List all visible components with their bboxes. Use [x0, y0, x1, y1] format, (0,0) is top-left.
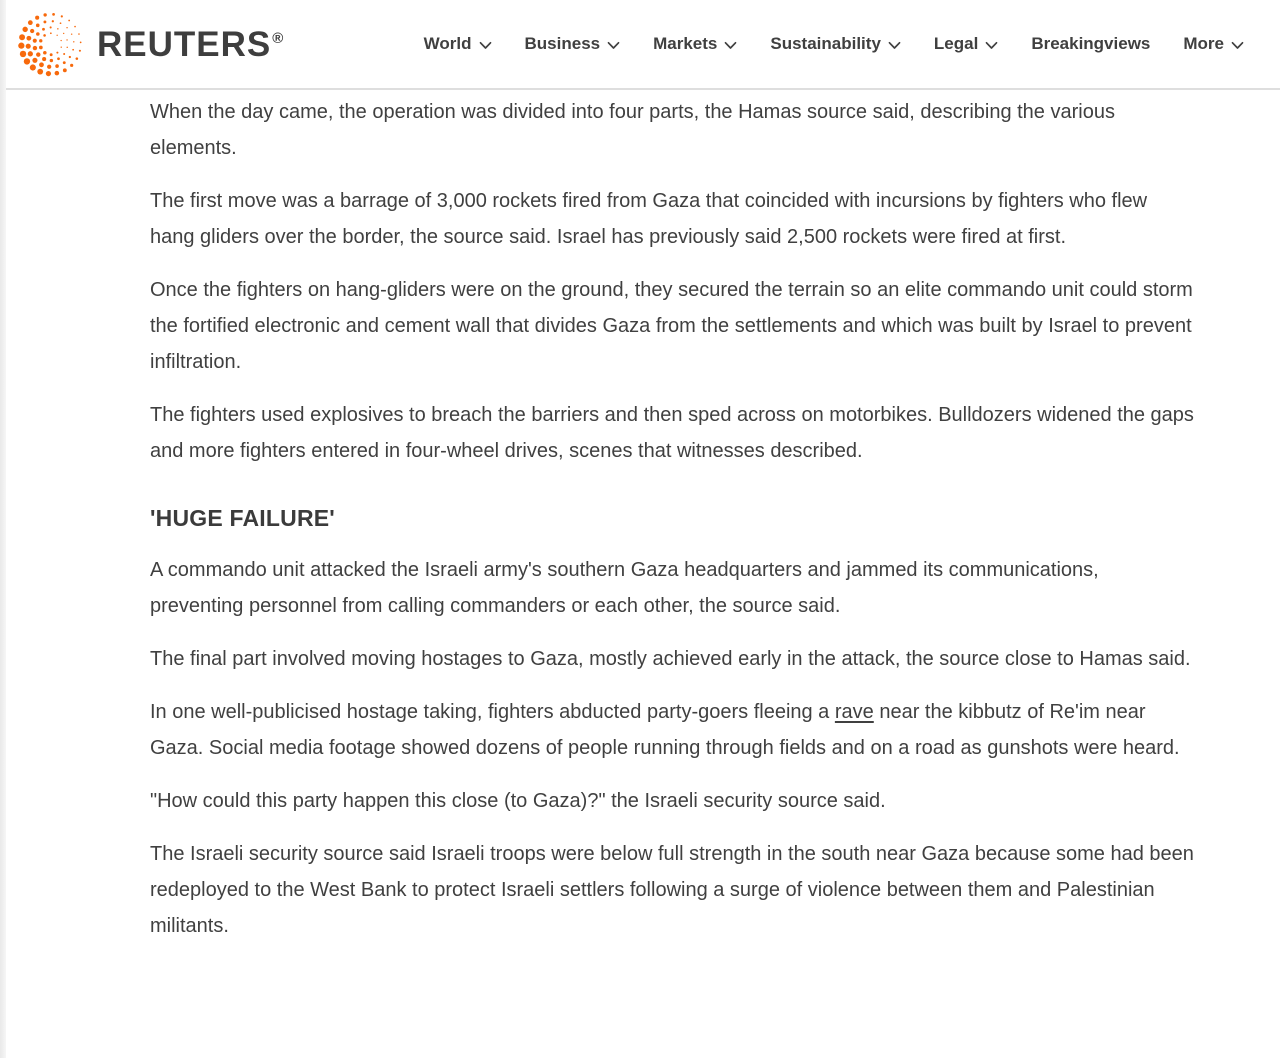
- nav-item-business[interactable]: [525, 34, 621, 54]
- chevron-down-icon: [888, 41, 901, 50]
- article-paragraph: [150, 694, 1197, 766]
- chevron-down-icon: [985, 41, 998, 50]
- page-left-gutter: [0, 0, 6, 1058]
- section-heading: 'HUGE FAILURE': [150, 505, 335, 531]
- chevron-down-icon: [479, 41, 492, 50]
- nav-item-label: Breakingviews: [1031, 34, 1151, 53]
- main-nav: [424, 34, 1244, 54]
- inline-link[interactable]: rave: [834, 701, 874, 723]
- paragraph-text: A commando unit attacked the Israeli army's southern Gaza headquarters and jammed its communications, preventing personnel from calling commanders or each other, the source said.: [150, 559, 1099, 617]
- nav-item-breakingviews[interactable]: [1031, 34, 1150, 54]
- article-paragraph: [150, 94, 1197, 166]
- article-paragraph: [150, 641, 1197, 677]
- chevron-down-icon: [607, 41, 620, 50]
- nav-item-markets[interactable]: [653, 34, 737, 54]
- reuters-wordmark: REUTERS®: [97, 24, 284, 64]
- chevron-down-icon: [1231, 41, 1244, 50]
- article-paragraph: [150, 783, 1197, 819]
- paragraph-text: near the kibbutz of Re'im near Gaza. Social media footage showed dozens of people running through fields and on a road as gunshots were heard.: [150, 701, 1180, 759]
- nav-item-world[interactable]: [424, 34, 492, 54]
- article-paragraph: [150, 836, 1197, 944]
- article-body: [150, 94, 1197, 944]
- article-paragraph: [150, 183, 1197, 255]
- reuters-logo[interactable]: [14, 7, 283, 81]
- registered-trademark-symbol: ®: [272, 29, 284, 47]
- paragraph-text: The fighters used explosives to breach the barriers and then sped across on motorbikes. Bulldozers widened the gaps and more fighters entered in four-wheel drives, scenes that witnesses described.: [150, 404, 1194, 462]
- article-paragraph: [150, 272, 1197, 380]
- reuters-dotted-globe-icon: [14, 7, 88, 81]
- nav-item-legal[interactable]: [934, 34, 998, 54]
- paragraph-text: The Israeli security source said Israeli troops were below full strength in the south near Gaza because some had been redeployed to the West Bank to protect Israeli settlers following a surge of violence between them and Palestinian militants.: [150, 843, 1194, 937]
- paragraph-text: When the day came, the operation was divided into four parts, the Hamas source said, describing the various elements.: [150, 101, 1115, 159]
- article-main: [0, 90, 1280, 1001]
- site-header: [0, 0, 1280, 90]
- nav-item-label: Markets: [653, 34, 718, 53]
- paragraph-text: The final part involved moving hostages to Gaza, mostly achieved early in the attack, the source close to Hamas said.: [150, 648, 1191, 670]
- paragraph-text: In one well-publicised hostage taking, fighters abducted party-goers fleeing a: [150, 701, 835, 723]
- nav-item-label: World: [423, 34, 472, 53]
- article-paragraph: [150, 552, 1197, 624]
- nav-item-sustainability[interactable]: [770, 34, 901, 54]
- paragraph-text: The first move was a barrage of 3,000 rockets fired from Gaza that coincided with incursions by fighters who flew hang gliders over the border, the source said. Israel has previously said 2,500 rockets were fired at first.: [150, 190, 1148, 248]
- paragraph-text: Once the fighters on hang-gliders were on the ground, they secured the terrain so an elite commando unit could storm the fortified electronic and cement wall that divides Gaza from the settlements and which was built by Israel to prevent infiltration.: [150, 279, 1193, 373]
- article-paragraph: [150, 397, 1197, 469]
- nav-item-label: More: [1183, 34, 1224, 53]
- nav-item-label: Business: [524, 34, 601, 53]
- nav-item-more[interactable]: [1183, 34, 1244, 54]
- chevron-down-icon: [724, 41, 737, 50]
- nav-item-label: Legal: [933, 34, 979, 53]
- paragraph-text: "How could this party happen this close (to Gaza)?" the Israeli security source said.: [150, 790, 886, 812]
- nav-item-label: Sustainability: [770, 34, 881, 53]
